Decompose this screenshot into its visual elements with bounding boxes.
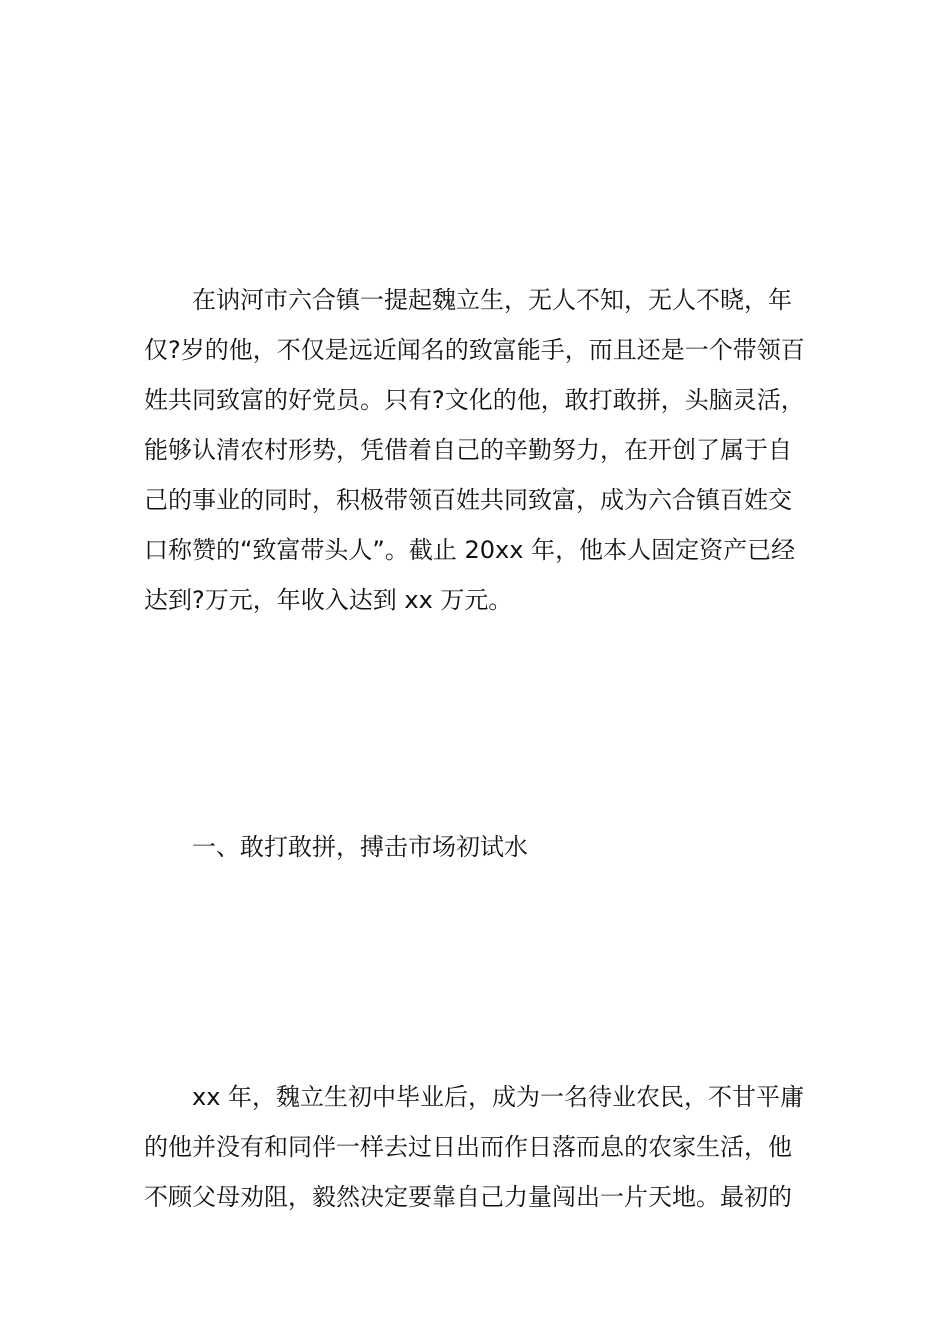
paragraph-2-line-1: xx 年，魏立生初中毕业后，成为一名待业农民，不甘平庸 bbox=[192, 1083, 805, 1111]
paragraph-2-line-3: 不顾父母劝阻，毅然决定要靠自己力量闯出一片天地。最初的 bbox=[144, 1183, 792, 1211]
paragraph-1-line-3: 姓共同致富的好党员。只有?文化的他，敢打敢拼，头脑灵活， bbox=[144, 386, 805, 414]
paragraph-1-line-2: 仅?岁的他，不仅是远近闻名的致富能手，而且还是一个带领百 bbox=[144, 336, 805, 364]
paragraph-1-line-4: 能够认清农村形势，凭借着自己的辛勤努力，在开创了属于自 bbox=[144, 436, 792, 464]
paragraph-1-line-7: 达到?万元，年收入达到 xx 万元。 bbox=[144, 586, 513, 614]
paragraph-2-line-2: 的他并没有和同伴一样去过日出而作日落而息的农家生活，他 bbox=[144, 1133, 792, 1161]
section-heading: 一、敢打敢拼，搏击市场初试水 bbox=[192, 833, 528, 861]
paragraph-1-line-6: 口称赞的“致富带头人”。截止 20xx 年，他本人固定资产已经 bbox=[144, 536, 796, 564]
paragraph-1-line-5: 己的事业的同时，积极带领百姓共同致富，成为六合镇百姓交 bbox=[144, 486, 792, 514]
paragraph-1-line-1: 在讷河市六合镇一提起魏立生，无人不知，无人不晓，年 bbox=[192, 286, 792, 314]
